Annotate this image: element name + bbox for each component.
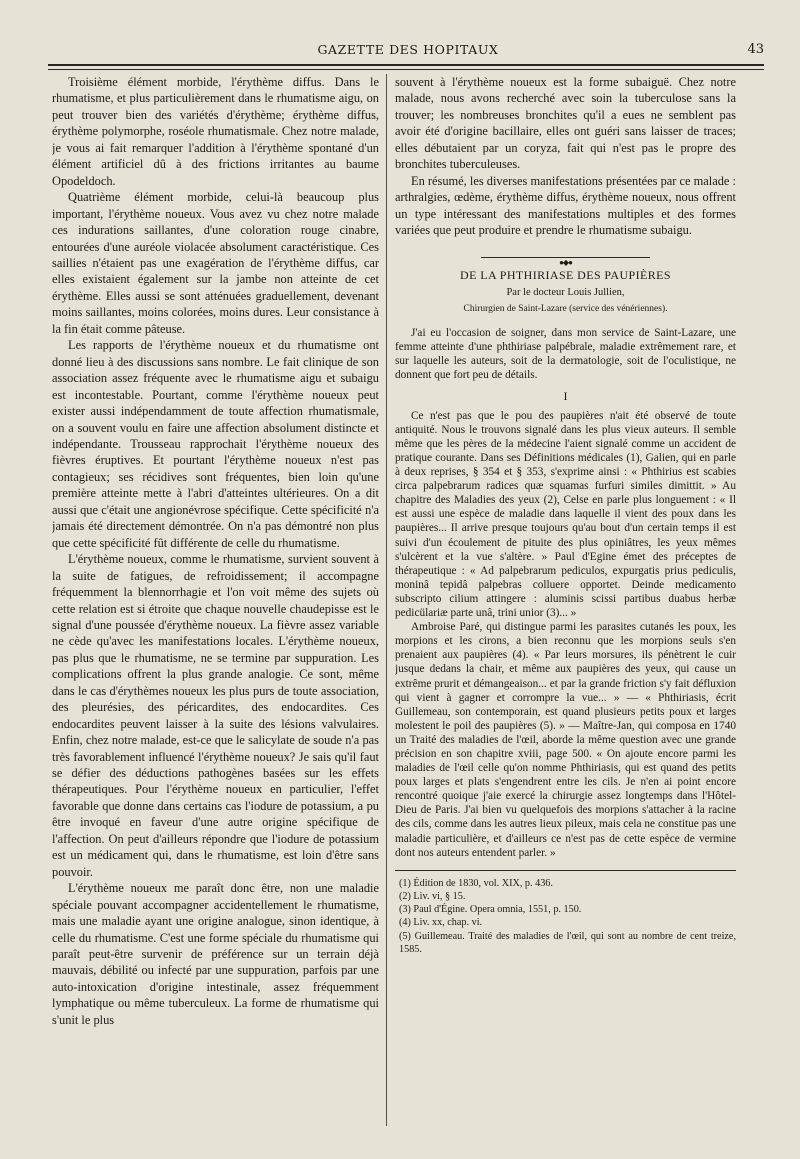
intro-paragraph: J'ai eu l'occasion de soigner, dans mon service de Saint-Lazare, une femme atteinte d'une phthiriase palpébrale, maladie extrêmement rare, et sur laquelle les auteurs, soit de la dermatologie, soit de l'oculistique, ne donnent que fort peu de détails. <box>395 326 736 382</box>
footnote: (3) Paul d'Égine. Opera omnia, 1551, p. 150. <box>399 904 582 916</box>
paragraph: souvent à l'érythème noueux est la forme subaiguë. Chez notre malade, nous avons recherché avec soin la tuberculose sans la trouver; les nombreuses bronchites qu'il a eues ne semblent pas avoir été d'origine bacillaire, elles ont guéri sans laisser de traces; elles débutaient par un coryza, fait qui n'est pas le propre des bronchites tuberculeuses. <box>395 75 736 172</box>
section-numeral: I <box>563 389 568 404</box>
footnote-rule <box>395 870 736 871</box>
footnote: (2) Liv. vi, § 15. <box>399 890 466 902</box>
paragraph: Troisième élément morbide, l'érythème diffus. Dans le rhumatisme, et plus particulièrement dans le rhumatisme aigu, on peut trouver bien des variétés d'érythème; érythème diffus, érythème polymorphe, roséole rhumatismale. Chez notre malade, je vous ai fait remarquer l'addition à l'érythème spontané d'un élément artificiel dû à des frictions irritantes au baume Opodeldoch. <box>52 75 379 188</box>
footnotes <box>395 877 736 956</box>
article-title: DE LA PHTHIRIASE DES PAUPIÈRES <box>460 267 671 282</box>
header-rule-thick <box>48 64 764 66</box>
footnote: (1) Édition de 1830, vol. XIX, p. 436. <box>399 877 553 889</box>
right-column <box>395 74 736 1124</box>
paragraph: L'érythème noueux me paraît donc être, non une maladie spéciale pouvant accompagner accidentellement le rhumatisme, mais une maladie ayant une origine analogue, sinon identique, à celle du rhumatisme. C'est une forme spéciale du rhumatisme qui paraît peut-être survenir de préférence sur un terrain déjà mauvais, débilité ou infecté par une suppuration, parfois par une auto-intoxication d'origine intestinale, assez fréquemment lymphatique ou même tuberculeux. La forme de rhumatisme qui s'unit le plus <box>52 881 379 1027</box>
ornament-glyph: ●◆● <box>553 258 578 267</box>
running-title: GAZETTE DES HOPITAUX <box>317 42 499 57</box>
paragraph: Ambroise Paré, qui distingue parmi les parasites cutanés les poux, les morpions et les cirons, a bien reconnu que les morpions seuls s'en prenaient aux paupières (4). « Par leurs morsures, ils pénètrent le cuir jusque dedans la chair, et même aux paupières des yeux, qui cause un extrême prurit et démangeaison... et par la grande friction s'y fait défluxion qui vient à gagner et corrompre la vue... » — « Phthiriasis, écrit Guillemeau, son contemporain, est quand plusieurs petits poux et larges molestent le poil des paupières (5). » — Maître-Jan, qui composa en 1740 un Traité des maladies de l'œil, aborde la même question avec une grande précision en son chapitre xviii, page 500. « On ajoute encore parmi les maladies de l'œil celle qu'on nomme Phthiriasis, qui est quand des petits poux larges et plats s'engendrent entre les cils. Je n'en ai point encore rencontré quoique j'aie exercé la chirurgie assez longtemps dans l'Hôtel-Dieu de Paris. J'ai bien vu quelquefois des morpions s'attacher à la racine des cils, comme dans les autres lieux pileux, mais cela ne constitue pas une maladie particulière, et d'ailleurs ce n'est pas de cette espèce de vermine dont nos auteurs entendent parler. » <box>395 621 736 859</box>
column-divider <box>386 74 387 1126</box>
header-rule-thin <box>48 69 764 70</box>
paragraph: Ce n'est pas que le pou des paupières n'ait été observé de toute antiquité. Nous le trouvons signalé dans les plus vieux auteurs. Il semble même que les pères de la médecine l'aient signalé comme un accident de pratique courante. Dans ses Définitions médicales (1), Galien, qui en parle à deux reprises, § 354 et § 353, s'exprime ainsi : « Phthirius est scabies circa palpebrarum radices quæ squamas furfuri similes dimittit. » Au chapitre des Maladies des yeux (2), Celse en parle plus longuement : « Il est aussi une espèce de maladie dans laquelle il vient des poux dans les paupières... Il arrive presque toujours qu'au bout d'un certain temps il est suivi d'un écoulement de pituite des plus opiniâtres, les yeux mêmes s'ulcèrent et la vue s'altère. » Paul d'Egine émet des préceptes de thérapeutique : « Ad palpebrarum pediculos, expurgatis prius pediculis, moninâ tepidâ palpebras colluere opportet. Deinde medicamento subscripto cilium attingere : aluminis scissi partibus duabus herbæ pedicülariæ parte unâ, trini unior (3)... » <box>395 409 736 620</box>
paragraph: En résumé, les diverses manifestations présentées par ce malade : arthralgies, œdème, érythème diffus, érythème noueux, nous offrent un type intéressant des manifestations multiples et des formes variées que peut produire et prendre le rhumatisme subaigu. <box>395 173 736 238</box>
page-header <box>52 40 764 60</box>
page-number: 43 <box>747 42 764 57</box>
section-ornament <box>395 253 736 267</box>
paragraph: Les rapports de l'érythème noueux et du rhumatisme ont donné lieu à des discussions sans nombre. Le fait clinique de son association assez fréquente avec le rhumatisme aigu et subaigu est incontestable. Pourtant, comme l'érythème noueux peut exister aussi indépendamment de toute affection rhumatismale, on a souvent voulu en faire une affection absolument distincte et indépendante. Trousseau rapprochait l'érythème noueux des fièvres éruptives. Et pourtant l'érythème noueux n'est pas contagieux; ses récidives sont fréquentes, bien loin qu'une première atteinte mette à l'abri d'atteintes ultérieures. On a dit aussi que c'était une angionévrose spécifique. Cette spécificité n'a jamais été directement démontrée. On n'a pas démontré non plus que cette spécificité fût différente de celle du rhumatisme. <box>52 338 379 550</box>
author-affiliation: Chirurgien de Saint-Lazare (service des vénériennes). <box>463 304 668 315</box>
paragraph: L'érythème noueux, comme le rhumatisme, survient souvent à la suite de fatigues, de refroidissement; il accompagne fréquemment la blennorrhagie et l'on voit même des sujets où cette relation est si étroite que chaque nouvelle chaudepisse est le signal d'une poussée d'érythème noueux. La fièvre assez variable ne cède qu'avec les manifestations locales. L'érythème noueux, pas plus que le rhumatisme, ne se termine par suppuration. Les complications offrent la plus grande analogie. Ce sont, même dans le cas d'érythèmes noueux les plus purs de toute association, des pleurésies, des péricardites, des endocardites. Ces endocardites peuvent laisser à la suite des lésions valvulaires. Enfin, chez notre malade, est-ce que le salicylate de soude n'a pas très favorablement influencé l'érythème noueux? Je sais qu'il faut se défier des déductions pathogènes basées sur les effets thérapeutiques. Pour l'érythème noueux en particulier, l'effet favorable que donne dans certains cas l'iodure de potassium, a pu être invoqué en faveur d'une autre origine spécifique de l'affection. On peut d'ailleurs répondre que l'iodure de potassium est un médicament qui, dans le rhumatisme, est loin d'être sans pouvoir. <box>52 552 379 879</box>
article-byline: Par le docteur Louis Jullien, <box>506 286 625 298</box>
paragraph: Quatrième élément morbide, celui-là beaucoup plus important, l'érythème noueux. Vous avez vu chez notre malade ces indurations saillantes, d'une coloration rouge cinabre, entourées d'une auréole violacée absolument caractéristique. Ces saillies n'étaient pas une exagération de l'érythème diffus, car elles existaient également sur la jambe non atteinte de cet érythème. Elles aussi se sont atténuées graduellement, devenant moins saillantes, moins colorées, moins dures. Leur consistance à la fin était comme pâteuse. <box>52 190 379 336</box>
footnote: (4) Liv. xx, chap. vi. <box>399 917 483 929</box>
left-column <box>52 74 379 1124</box>
footnote: (5) Guillemeau. Traité des maladies de l'œil, qui sont au nombre de cent treize, 1585. <box>399 930 736 955</box>
